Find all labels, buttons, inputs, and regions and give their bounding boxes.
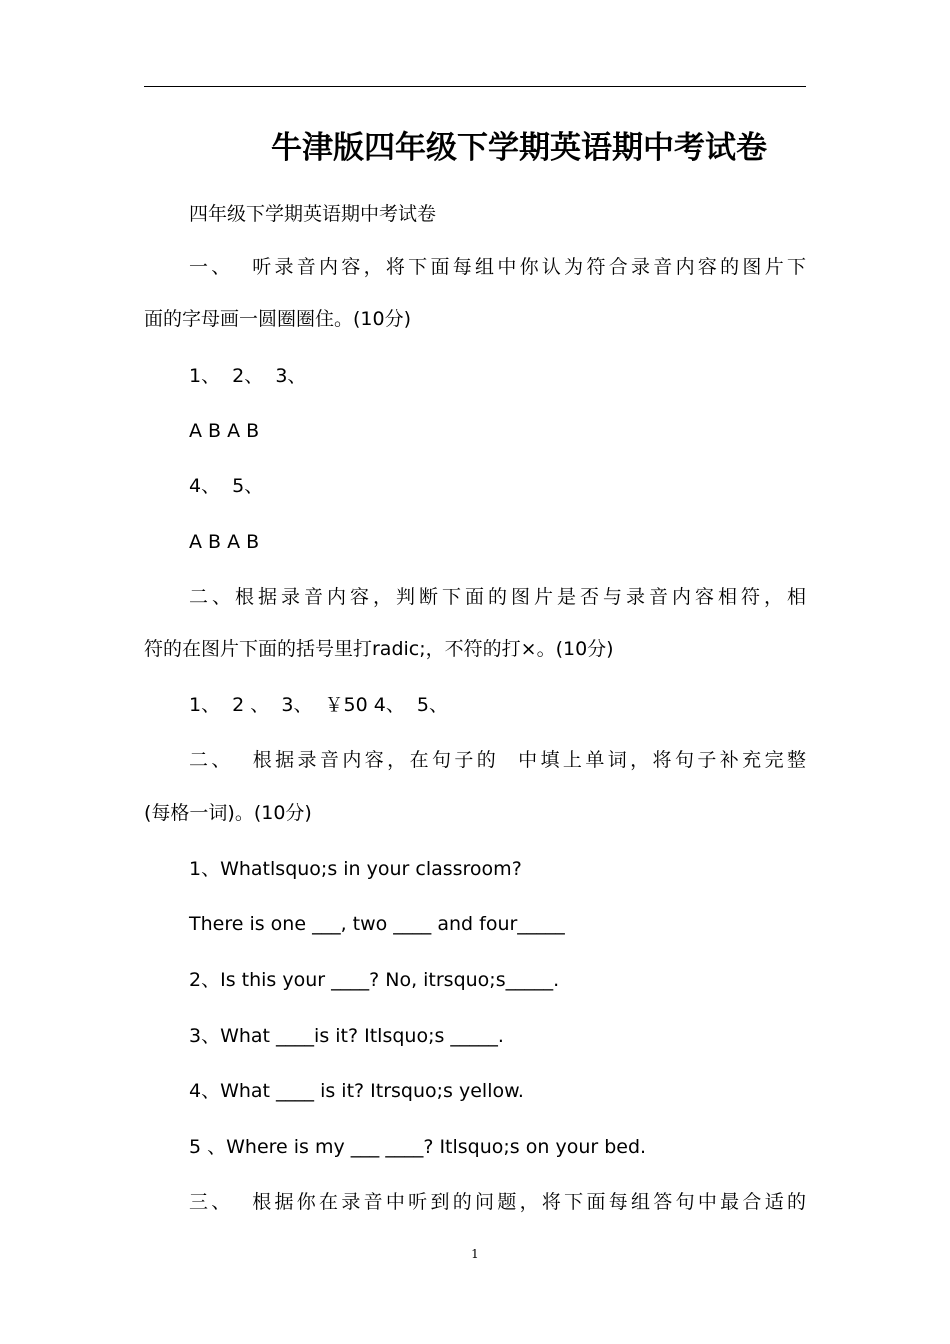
section-2-instruction: 二、根据录音内容，判断下面的图片是否与录音内容相符，相	[189, 586, 806, 608]
section-3-instruction: 二、 根据录音内容，在句子的 中填上单词，将句子补充完整	[189, 749, 806, 771]
question-numbers-row-3: 1、 2 、 3、 ￥50 4、 5、	[189, 694, 449, 716]
question-1: 1、Whatlsquo;s in your classroom?	[189, 858, 522, 880]
header-rule	[144, 86, 806, 87]
answer-options-row-1: A B A B	[189, 420, 260, 442]
question-2: 2、Is this your ____? No, itrsquo;s_____.	[189, 969, 560, 991]
page-number: 1	[471, 1247, 479, 1261]
section-1-instruction-cont: 面的字母画一圆圈圈住。(10分)	[144, 308, 412, 330]
question-1-answer-line: There is one ___, two ____ and four_____	[189, 913, 565, 935]
question-4: 4、What ____ is it? Itrsquo;s yellow.	[189, 1080, 524, 1102]
answer-options-row-2: A B A B	[189, 531, 260, 553]
question-3: 3、What ____is it? Itlsquo;s _____.	[189, 1025, 504, 1047]
subtitle-line: 四年级下学期英语期中考试卷	[189, 203, 437, 225]
question-numbers-row-2: 4、 5、	[189, 475, 264, 497]
section-4-instruction: 三、 根据你在录音中听到的问题，将下面每组答句中最合适的	[189, 1191, 806, 1213]
section-2-instruction-cont: 符的在图片下面的括号里打radic;，不符的打×。(10分)	[144, 638, 614, 660]
question-5: 5 、Where is my ___ ____? Itlsquo;s on your bed.	[189, 1136, 647, 1158]
section-1-instruction: 一、 听录音内容，将下面每组中你认为符合录音内容的图片下	[189, 256, 806, 278]
question-numbers-row-1: 1、 2、 3、	[189, 365, 307, 387]
section-3-instruction-cont: (每格一词)。(10分)	[144, 802, 312, 824]
document-title: 牛津版四年级下学期英语期中考试卷	[271, 130, 767, 166]
